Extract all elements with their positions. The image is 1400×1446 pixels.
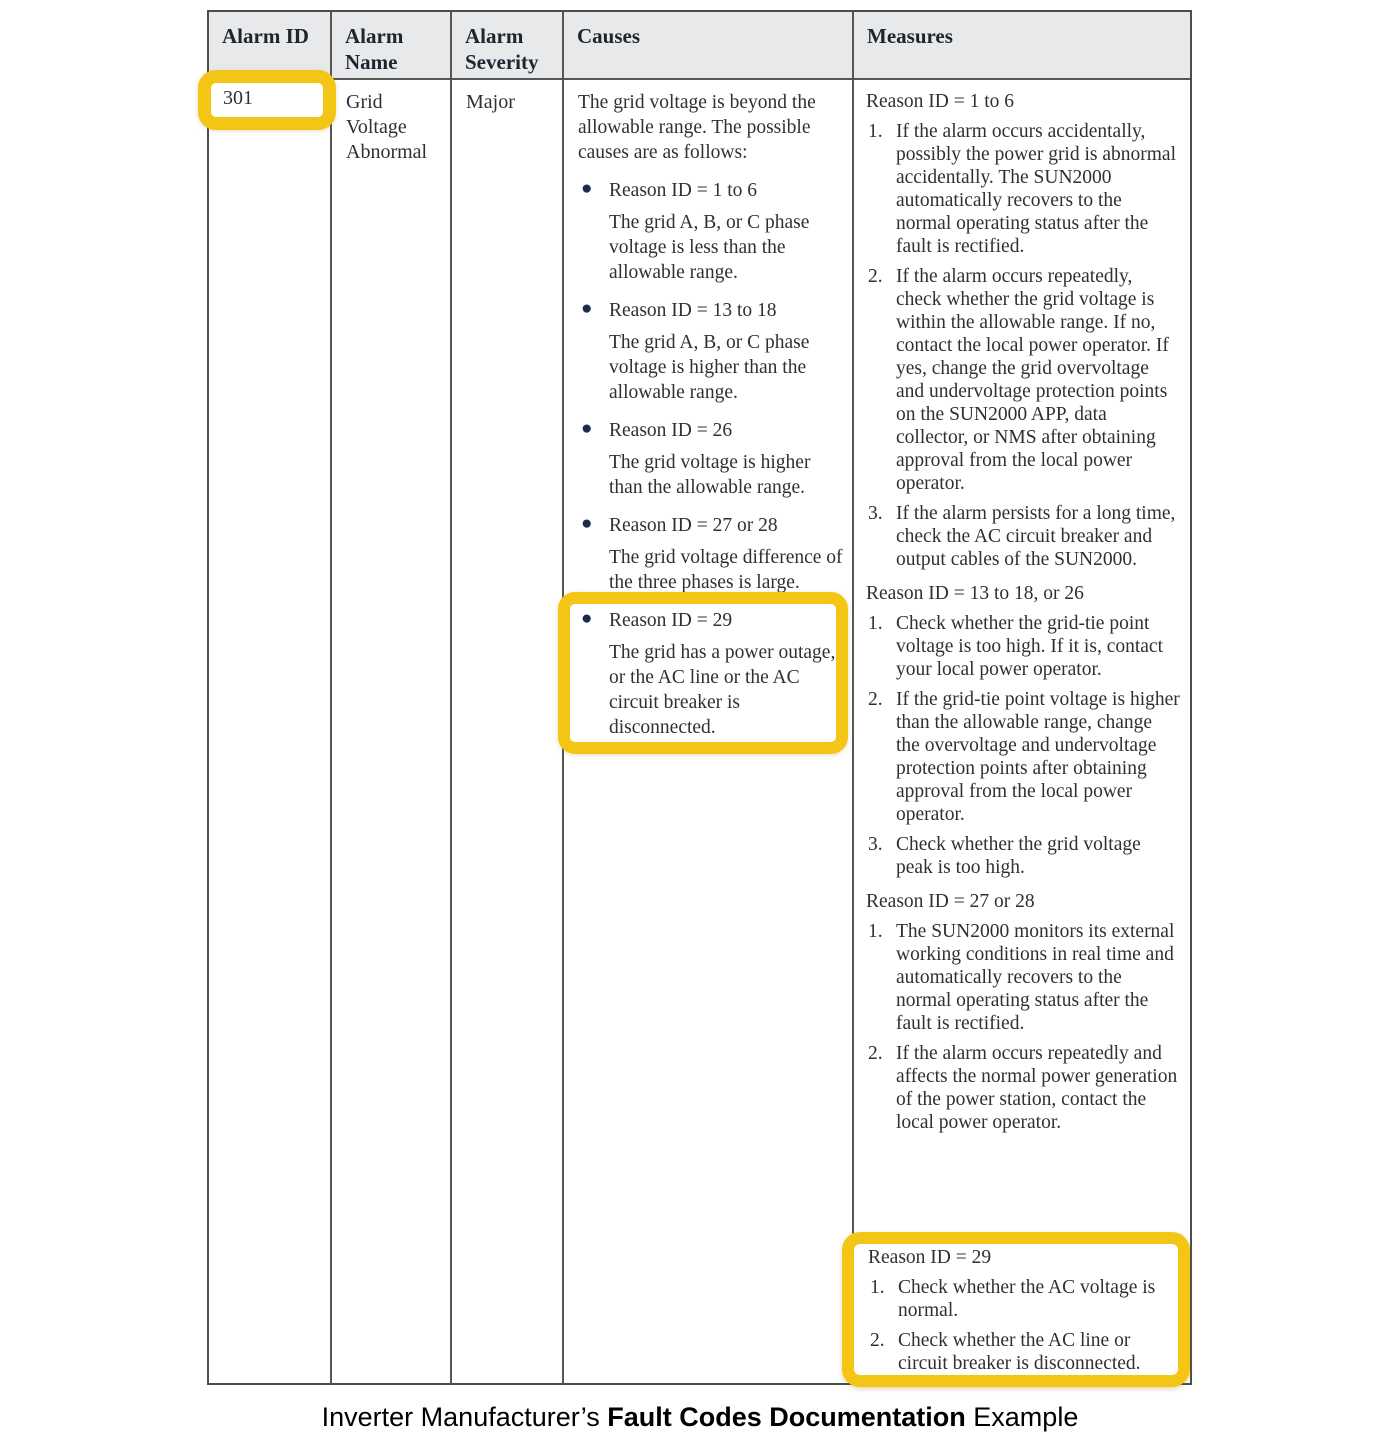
measure-step: If the alarm persists for a long time, check the AC circuit breaker and output cables of the SUN2000. [896, 503, 1176, 570]
bullet-icon: ● [581, 298, 593, 319]
cause-title: Reason ID = 29 [609, 610, 733, 631]
measures-section-header: Reason ID = 1 to 6 [866, 91, 1015, 112]
fault-codes-table [207, 10, 1192, 1385]
measures-section-header: Reason ID = 13 to 18, or 26 [866, 583, 1084, 604]
measure-step: Check whether the AC voltage is normal. [898, 1277, 1156, 1321]
caption [0, 1400, 1400, 1434]
cause-body: The grid voltage difference of the three phases is large. [609, 547, 843, 593]
cause-title: Reason ID = 27 or 28 [609, 515, 778, 536]
cell-causes [562, 80, 852, 1383]
cause-item-highlighted [578, 608, 844, 740]
alarm-id-highlight-box [198, 70, 336, 130]
measures-section-highlighted [866, 1242, 1180, 1379]
col-header-alarm-name: Alarm Name [330, 12, 450, 80]
col-header-alarm-severity: Alarm Severity [450, 12, 562, 80]
measures-section [866, 582, 1180, 879]
caption-prefix: Inverter Manufacturer’s [321, 1402, 608, 1432]
caption-bold: Fault Codes Documentation [607, 1402, 966, 1432]
measures-section [866, 90, 1180, 571]
measure-step: Check whether the grid voltage peak is too high. [896, 834, 1141, 878]
measure-step: If the alarm occurs repeatedly, check whether the grid voltage is within the allowable range. If no, contact the local power operator. If yes, change the grid overvoltage and undervoltage protection points on the SUN2000 APP, data collector, or NMS after obtaining approval from the local power operator. [896, 266, 1169, 494]
causes-intro: The grid voltage is beyond the allowable range. The possible causes are as follows: [578, 92, 816, 163]
bullet-icon: ● [581, 418, 593, 439]
measures-section-header: Reason ID = 27 or 28 [866, 891, 1035, 912]
alarm-name-value: Grid Voltage Abnormal [346, 91, 428, 163]
cell-alarm-severity [450, 80, 562, 1383]
cause-body: The grid A, B, or C phase voltage is higher than the allowable range. [609, 332, 810, 403]
alarm-id-value: 301 [223, 87, 253, 109]
measure-step: If the grid-tie point voltage is higher than the allowable range, change the overvoltage and undervoltage protection points after obtaining approval from the local power operator. [896, 689, 1180, 825]
cause-item [578, 418, 844, 500]
measure-step: The SUN2000 monitors its external working conditions in real time and automatically recovers to the normal operating status after the fault is rectified. [896, 921, 1175, 1034]
measure-step: If the alarm occurs repeatedly and affects the normal power generation of the power station, contact the local power operator. [896, 1043, 1178, 1133]
cell-alarm-id [209, 80, 330, 1383]
bullet-icon: ● [581, 178, 593, 199]
col-header-measures: Measures [852, 12, 1190, 80]
measures-section [866, 890, 1180, 1134]
bullet-icon: ● [581, 513, 593, 534]
cause-title: Reason ID = 26 [609, 420, 733, 441]
cause-title: Reason ID = 1 to 6 [609, 180, 758, 201]
bullet-icon: ● [581, 608, 593, 629]
cause-item [578, 178, 844, 285]
alarm-severity-value: Major [466, 91, 515, 113]
cell-alarm-name [330, 80, 450, 1383]
cause-body: The grid has a power outage, or the AC line or the AC circuit breaker is disconnected. [609, 642, 836, 738]
col-header-alarm-id: Alarm ID [209, 12, 330, 80]
cause-title: Reason ID = 13 to 18 [609, 300, 777, 321]
cell-measures [852, 80, 1190, 1383]
measure-step: If the alarm occurs accidentally, possibly the power grid is abnormal accidentally. The SUN2000 automatically recovers to the normal operating status after the fault is rectified. [896, 121, 1176, 257]
measures-section-header: Reason ID = 29 [868, 1247, 992, 1268]
cause-item [578, 298, 844, 405]
caption-suffix: Example [965, 1402, 1079, 1432]
measure-step: Check whether the grid-tie point voltage is too high. If it is, contact your local power operator. [896, 613, 1163, 680]
measures-flow [866, 90, 1180, 1240]
cause-body: The grid voltage is higher than the allowable range. [609, 452, 811, 498]
measure-step: Check whether the AC line or circuit breaker is disconnected. [898, 1330, 1141, 1374]
cause-item [578, 513, 844, 595]
cause-body: The grid A, B, or C phase voltage is less than the allowable range. [609, 212, 810, 283]
col-header-causes: Causes [562, 12, 852, 80]
